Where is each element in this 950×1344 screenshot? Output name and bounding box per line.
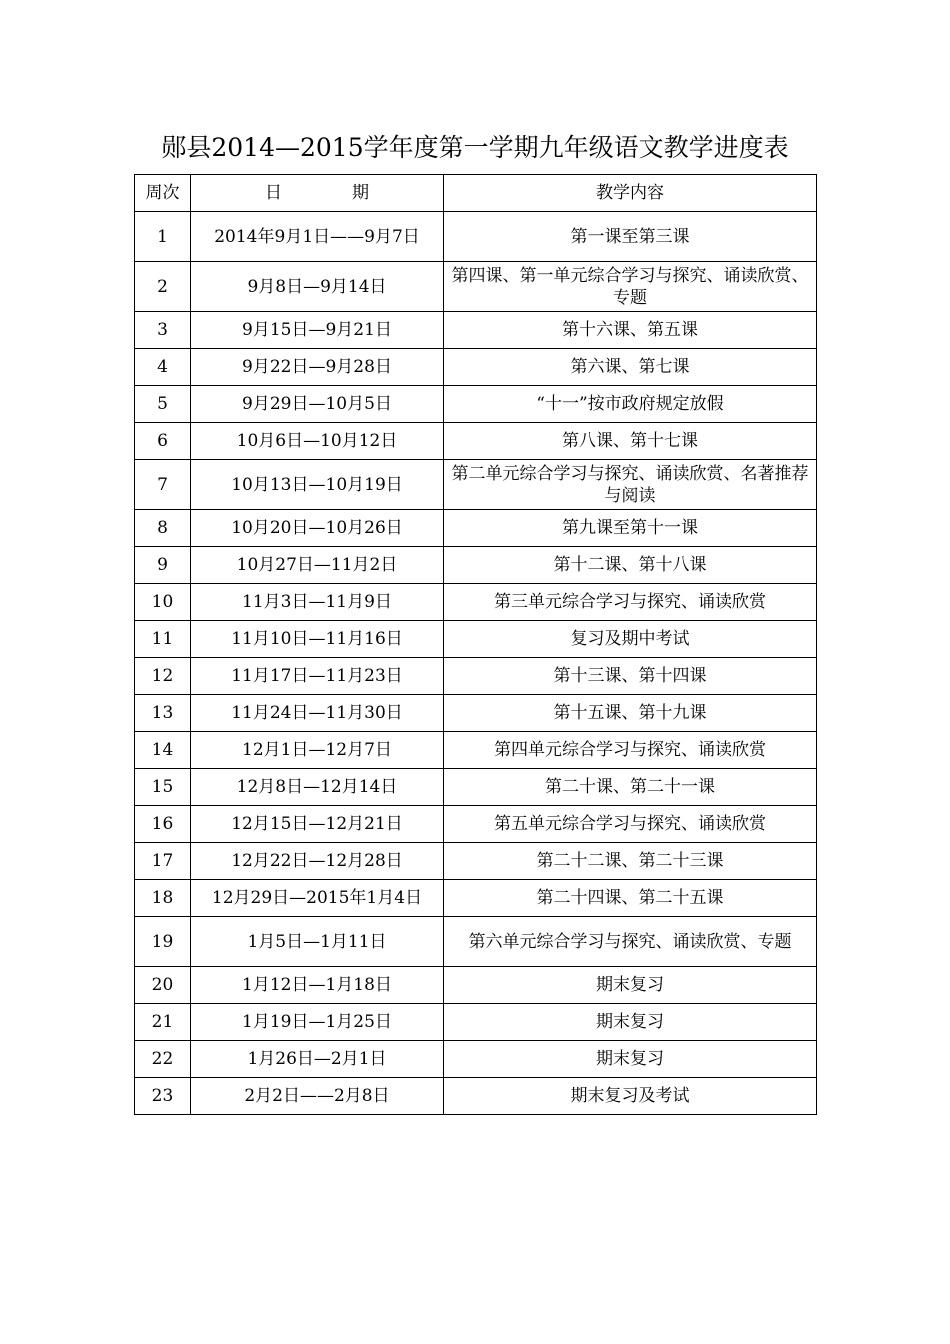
date-cell: 12月1日—12月7日 (191, 732, 444, 769)
date-cell: 1月26日—2月1日 (191, 1041, 444, 1078)
week-cell: 21 (135, 1004, 191, 1041)
table-row (135, 732, 817, 769)
date-cell: 1月5日—1月11日 (191, 917, 444, 967)
table-row (135, 584, 817, 621)
week-cell: 9 (135, 547, 191, 584)
content-cell: 第六课、第七课 (444, 349, 817, 386)
content-cell: 第四单元综合学习与探究、诵读欣赏 (444, 732, 817, 769)
date-cell: 10月27日—11月2日 (191, 547, 444, 584)
table-row (135, 547, 817, 584)
date-cell: 11月17日—11月23日 (191, 658, 444, 695)
week-cell: 18 (135, 880, 191, 917)
content-cell: 第十六课、第五课 (444, 312, 817, 349)
page-title: 郧县2014—2015学年度第一学期九年级语文教学进度表 (161, 133, 789, 162)
content-cell: 第九课至第十一课 (444, 510, 817, 547)
table-row (135, 312, 817, 349)
table-row (135, 423, 817, 460)
table-row (135, 1078, 817, 1115)
table-row (135, 510, 817, 547)
week-cell: 17 (135, 843, 191, 880)
content-cell: 第二十二课、第二十三课 (444, 843, 817, 880)
table-row (135, 1041, 817, 1078)
date-cell: 12月15日—12月21日 (191, 806, 444, 843)
date-cell: 1月12日—1月18日 (191, 967, 444, 1004)
table-row (135, 917, 817, 967)
content-cell: 期末复习 (444, 1004, 817, 1041)
table-row (135, 806, 817, 843)
date-cell: 10月20日—10月26日 (191, 510, 444, 547)
table-row (135, 880, 817, 917)
week-cell: 6 (135, 423, 191, 460)
date-cell: 11月24日—11月30日 (191, 695, 444, 732)
date-cell: 2月2日——2月8日 (191, 1078, 444, 1115)
date-cell: 9月29日—10月5日 (191, 386, 444, 423)
content-cell: 第二单元综合学习与探究、诵读欣赏、名著推荐与阅读 (444, 460, 817, 510)
schedule-table (134, 174, 817, 1115)
content-cell: 第一课至第三课 (444, 212, 817, 262)
date-cell: 11月3日—11月9日 (191, 584, 444, 621)
content-cell: 第十三课、第十四课 (444, 658, 817, 695)
content-cell: 第二十四课、第二十五课 (444, 880, 817, 917)
week-cell: 8 (135, 510, 191, 547)
date-cell: 12月8日—12月14日 (191, 769, 444, 806)
week-cell: 22 (135, 1041, 191, 1078)
table-row (135, 1004, 817, 1041)
date-cell: 12月29日—2015年1月4日 (191, 880, 444, 917)
content-cell: 第十二课、第十八课 (444, 547, 817, 584)
week-cell: 20 (135, 967, 191, 1004)
header-week: 周次 (135, 175, 191, 212)
week-cell: 16 (135, 806, 191, 843)
content-cell: 第三单元综合学习与探究、诵读欣赏 (444, 584, 817, 621)
date-cell: 11月10日—11月16日 (191, 621, 444, 658)
table-row (135, 843, 817, 880)
content-cell: 期末复习及考试 (444, 1078, 817, 1115)
table-row (135, 212, 817, 262)
content-cell: 第五单元综合学习与探究、诵读欣赏 (444, 806, 817, 843)
content-cell: “十一”按市政府规定放假 (444, 386, 817, 423)
content-cell: 第四课、第一单元综合学习与探究、诵读欣赏、专题 (444, 262, 817, 312)
date-cell: 2014年9月1日——9月7日 (191, 212, 444, 262)
table-row (135, 658, 817, 695)
week-cell: 13 (135, 695, 191, 732)
table-header-row (135, 175, 817, 212)
header-content: 教学内容 (444, 175, 817, 212)
content-cell: 期末复习 (444, 1041, 817, 1078)
week-cell: 19 (135, 917, 191, 967)
date-cell: 10月13日—10月19日 (191, 460, 444, 510)
week-cell: 14 (135, 732, 191, 769)
content-cell: 期末复习 (444, 967, 817, 1004)
content-cell: 第十五课、第十九课 (444, 695, 817, 732)
table-row (135, 769, 817, 806)
content-cell: 第八课、第十七课 (444, 423, 817, 460)
week-cell: 3 (135, 312, 191, 349)
table-row (135, 695, 817, 732)
week-cell: 7 (135, 460, 191, 510)
table-row (135, 967, 817, 1004)
week-cell: 23 (135, 1078, 191, 1115)
week-cell: 5 (135, 386, 191, 423)
content-cell: 复习及期中考试 (444, 621, 817, 658)
week-cell: 10 (135, 584, 191, 621)
date-cell: 12月22日—12月28日 (191, 843, 444, 880)
table-row (135, 262, 817, 312)
table-row (135, 386, 817, 423)
date-cell: 10月6日—10月12日 (191, 423, 444, 460)
week-cell: 4 (135, 349, 191, 386)
date-cell: 9月8日—9月14日 (191, 262, 444, 312)
content-cell: 第六单元综合学习与探究、诵读欣赏、专题 (444, 917, 817, 967)
table-row (135, 349, 817, 386)
header-date (191, 175, 444, 212)
date-cell: 9月22日—9月28日 (191, 349, 444, 386)
week-cell: 1 (135, 212, 191, 262)
date-cell: 9月15日—9月21日 (191, 312, 444, 349)
date-cell: 1月19日—1月25日 (191, 1004, 444, 1041)
header-date-part1: 日 (265, 183, 282, 203)
content-cell: 第二十课、第二十一课 (444, 769, 817, 806)
week-cell: 11 (135, 621, 191, 658)
week-cell: 2 (135, 262, 191, 312)
week-cell: 12 (135, 658, 191, 695)
header-date-part2: 期 (352, 183, 369, 203)
table-row (135, 621, 817, 658)
week-cell: 15 (135, 769, 191, 806)
table-row (135, 460, 817, 510)
